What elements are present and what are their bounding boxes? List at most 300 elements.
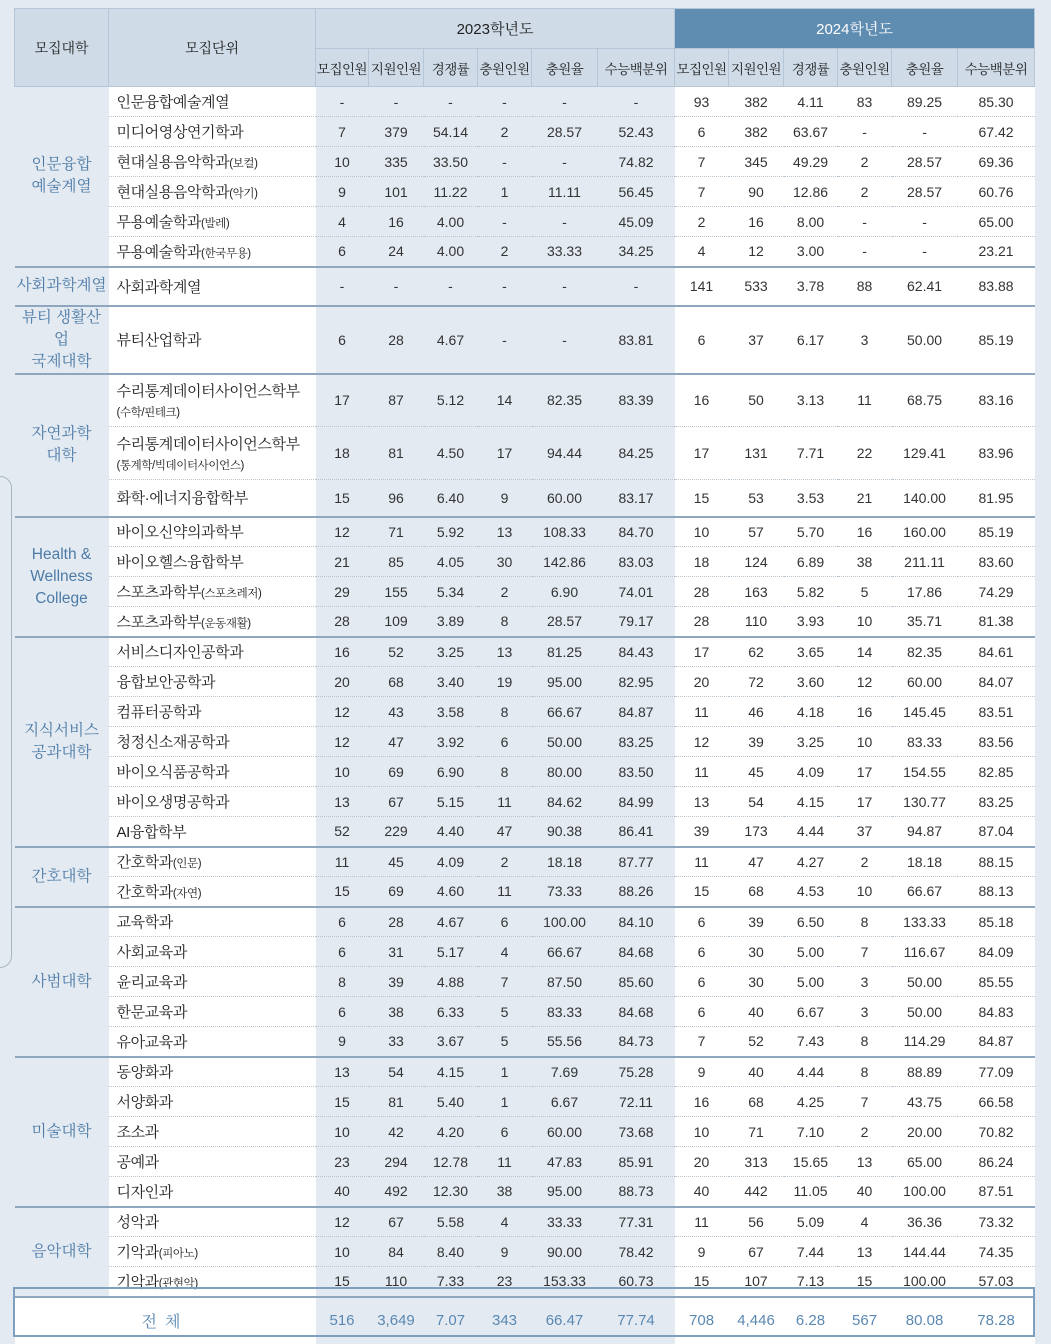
y2023-additional: 47 (478, 817, 532, 847)
y2023-fill-rate: 81.25 (532, 637, 598, 667)
department-name: 무용예술학과 (116, 214, 202, 231)
y2023-fill-rate: - (532, 207, 598, 237)
y2024-fill-rate: 35.71 (892, 607, 958, 637)
y2023-recruit: 21 (316, 547, 369, 577)
y2024-additional: 7 (838, 1087, 892, 1117)
total-y2023-value: 3,649 (369, 1297, 424, 1344)
department-name: 바이오식품공학과 (116, 764, 230, 781)
department-name: 간호학과 (116, 854, 173, 872)
y2024-applicants: 40 (729, 1057, 784, 1087)
y2024-competition: 6.17 (784, 306, 838, 374)
y2023-competition: 5.17 (424, 937, 478, 967)
y2023-recruit: 6 (316, 997, 369, 1027)
y2024-competition: 49.29 (784, 147, 838, 177)
y2023-competition: 4.40 (424, 817, 478, 847)
table-row (15, 1147, 1035, 1177)
header-col-2023-3: 충원인원 (478, 49, 532, 87)
table-row (15, 877, 1035, 907)
y2024-competition: 3.60 (784, 667, 838, 697)
table-row (15, 997, 1035, 1027)
y2023-csat-percentile: - (598, 87, 675, 117)
y2024-applicants: 313 (729, 1147, 784, 1177)
y2024-competition: 8.00 (784, 207, 838, 237)
y2024-additional: 10 (838, 607, 892, 637)
y2023-additional: 11 (478, 1147, 532, 1177)
y2024-competition: 3.78 (784, 267, 838, 306)
header-col-2024-3: 충원인원 (838, 49, 892, 87)
total-row (15, 1297, 1035, 1344)
y2024-competition: 3.25 (784, 727, 838, 757)
department-name: 간호학과 (116, 883, 173, 901)
y2024-additional: - (838, 117, 892, 147)
y2023-competition: 5.92 (424, 517, 478, 547)
table-row (15, 1267, 1035, 1297)
y2023-recruit: 40 (316, 1177, 369, 1207)
department-name: 스포츠과학부 (116, 613, 202, 631)
department-name: 공예과 (116, 1154, 159, 1171)
y2024-additional: 8 (838, 907, 892, 937)
department-name: 교육학과 (116, 914, 173, 932)
y2024-recruit: 6 (675, 306, 729, 374)
y2024-competition: 7.10 (784, 1117, 838, 1147)
department-track: (운동재활) (201, 617, 251, 630)
y2024-competition: 4.15 (784, 787, 838, 817)
table-row (15, 147, 1035, 177)
y2024-additional: 17 (838, 757, 892, 787)
y2024-csat-percentile: 87.04 (958, 817, 1035, 847)
y2024-fill-rate: 28.57 (892, 177, 958, 207)
y2023-fill-rate: 28.57 (532, 607, 598, 637)
y2023-fill-rate: 6.67 (532, 1087, 598, 1117)
y2024-csat-percentile: 85.19 (958, 306, 1035, 374)
y2023-csat-percentile: 77.31 (598, 1207, 675, 1237)
y2024-applicants: 173 (729, 817, 784, 847)
table-row (15, 1207, 1035, 1237)
y2024-applicants: 37 (729, 306, 784, 374)
y2024-csat-percentile: 74.35 (958, 1237, 1035, 1267)
y2023-recruit: 12 (316, 517, 369, 547)
department-track: (자연) (172, 887, 202, 900)
college-name: 뷰티 생활산업 국제대학 (15, 306, 109, 374)
department-cell (109, 517, 316, 547)
y2024-applicants: 68 (729, 1087, 784, 1117)
y2023-competition: - (424, 267, 478, 306)
y2024-recruit: 9 (675, 1237, 729, 1267)
y2023-competition: 3.40 (424, 667, 478, 697)
y2024-competition: 3.93 (784, 607, 838, 637)
department-cell (109, 727, 316, 757)
y2023-fill-rate: 108.33 (532, 517, 598, 547)
table-row (15, 267, 1035, 306)
y2024-additional: 7 (838, 937, 892, 967)
table-row (15, 1057, 1035, 1087)
table-row (15, 480, 1035, 517)
y2023-applicants: 155 (369, 577, 424, 607)
y2024-csat-percentile: 82.85 (958, 757, 1035, 787)
department-cell (109, 267, 316, 306)
y2024-additional: 3 (838, 997, 892, 1027)
y2024-fill-rate: 62.41 (892, 267, 958, 306)
department-cell (109, 147, 316, 177)
y2024-competition: 4.11 (784, 87, 838, 117)
y2023-csat-percentile: 88.26 (598, 877, 675, 907)
y2023-additional: - (478, 306, 532, 374)
y2024-csat-percentile: 70.82 (958, 1117, 1035, 1147)
department-name: 서양화과 (116, 1094, 173, 1111)
y2023-fill-rate: 153.33 (532, 1267, 598, 1297)
department-cell (109, 877, 316, 907)
y2024-csat-percentile: 83.60 (958, 547, 1035, 577)
y2024-fill-rate: 50.00 (892, 306, 958, 374)
department-cell (109, 306, 316, 374)
y2023-fill-rate: 87.50 (532, 967, 598, 997)
y2024-competition: 6.67 (784, 997, 838, 1027)
y2024-fill-rate: 114.29 (892, 1027, 958, 1057)
y2023-fill-rate: 50.00 (532, 727, 598, 757)
y2024-csat-percentile: 23.21 (958, 237, 1035, 267)
total-label: 전체 (15, 1297, 316, 1344)
y2023-csat-percentile: 78.42 (598, 1237, 675, 1267)
y2023-additional: 11 (478, 877, 532, 907)
header-col-2024-5: 수능백분위 (958, 49, 1035, 87)
y2024-csat-percentile: 85.30 (958, 87, 1035, 117)
department-cell (109, 1267, 316, 1297)
y2023-applicants: 71 (369, 517, 424, 547)
y2023-additional: 19 (478, 667, 532, 697)
y2023-fill-rate: - (532, 267, 598, 306)
y2023-recruit: 23 (316, 1147, 369, 1177)
department-track: (피아노) (158, 1248, 198, 1260)
y2024-additional: 37 (838, 817, 892, 847)
department-name: 기악과 (116, 1244, 159, 1261)
department-name: 융합보안공학과 (116, 674, 216, 691)
y2023-competition: 3.58 (424, 697, 478, 727)
y2024-fill-rate: 160.00 (892, 517, 958, 547)
y2024-recruit: 15 (675, 1267, 729, 1297)
y2024-fill-rate: 82.35 (892, 637, 958, 667)
y2023-applicants: 33 (369, 1027, 424, 1057)
header-col-2024-1: 지원인원 (729, 49, 784, 87)
total-y2024-value: 6.28 (784, 1297, 838, 1344)
y2024-recruit: 11 (675, 697, 729, 727)
y2023-applicants: 67 (369, 787, 424, 817)
y2023-additional: 8 (478, 607, 532, 637)
y2024-additional: 2 (838, 847, 892, 877)
y2023-csat-percentile: 56.45 (598, 177, 675, 207)
table-row (15, 697, 1035, 727)
department-cell (109, 1237, 316, 1267)
y2024-fill-rate: 18.18 (892, 847, 958, 877)
y2023-recruit: 20 (316, 667, 369, 697)
y2024-recruit: 6 (675, 907, 729, 937)
college-name: 간호대학 (15, 847, 109, 907)
y2024-recruit: 10 (675, 517, 729, 547)
y2024-csat-percentile: 67.42 (958, 117, 1035, 147)
y2023-competition: 5.15 (424, 787, 478, 817)
y2024-applicants: 345 (729, 147, 784, 177)
y2024-applicants: 30 (729, 967, 784, 997)
college-name: 음악대학 (15, 1207, 109, 1297)
y2024-recruit: 17 (675, 427, 729, 480)
department-cell (109, 237, 316, 267)
y2023-applicants: 101 (369, 177, 424, 207)
y2023-fill-rate: 47.83 (532, 1147, 598, 1177)
y2023-additional: - (478, 267, 532, 306)
header-col-2024-4: 충원율 (892, 49, 958, 87)
y2024-recruit: 11 (675, 1207, 729, 1237)
y2023-additional: 6 (478, 1117, 532, 1147)
y2024-competition: 5.00 (784, 967, 838, 997)
y2023-competition: 4.00 (424, 237, 478, 267)
y2024-additional: - (838, 237, 892, 267)
y2023-fill-rate: 11.11 (532, 177, 598, 207)
y2023-applicants: 24 (369, 237, 424, 267)
side-panel-edge (0, 476, 12, 968)
y2024-csat-percentile: 88.15 (958, 847, 1035, 877)
department-name: 바이오헬스융합학부 (116, 554, 244, 571)
y2024-competition: 4.18 (784, 697, 838, 727)
total-y2024-value: 708 (675, 1297, 729, 1344)
total-y2024-value: 4,446 (729, 1297, 784, 1344)
department-name: 수리통계데이터사이언스학부 (116, 383, 300, 401)
y2023-applicants: 84 (369, 1237, 424, 1267)
y2024-csat-percentile: 83.16 (958, 374, 1035, 427)
department-cell (109, 374, 316, 427)
y2024-csat-percentile: 84.09 (958, 937, 1035, 967)
department-cell (109, 177, 316, 207)
y2024-additional: 15 (838, 1267, 892, 1297)
table-row (15, 427, 1035, 480)
y2023-additional: 1 (478, 177, 532, 207)
y2023-fill-rate: - (532, 147, 598, 177)
department-name: 성악과 (116, 1214, 159, 1232)
y2023-csat-percentile: 84.87 (598, 697, 675, 727)
y2023-competition: 3.67 (424, 1027, 478, 1057)
y2023-csat-percentile: 83.25 (598, 727, 675, 757)
y2024-additional: 8 (838, 1057, 892, 1087)
y2023-csat-percentile: 84.10 (598, 907, 675, 937)
y2024-applicants: 53 (729, 480, 784, 517)
total-y2023-value: 516 (316, 1297, 369, 1344)
y2023-csat-percentile: 60.73 (598, 1267, 675, 1297)
y2023-additional: 4 (478, 937, 532, 967)
department-cell (109, 207, 316, 237)
y2024-additional: 38 (838, 547, 892, 577)
y2023-applicants: 109 (369, 607, 424, 637)
y2024-competition: 4.44 (784, 817, 838, 847)
y2023-fill-rate: 28.57 (532, 117, 598, 147)
y2024-recruit: 28 (675, 607, 729, 637)
table-row (15, 907, 1035, 937)
y2024-competition: 7.71 (784, 427, 838, 480)
y2024-competition: 4.27 (784, 847, 838, 877)
y2023-additional: 13 (478, 637, 532, 667)
y2024-competition: 3.13 (784, 374, 838, 427)
y2023-competition: 5.12 (424, 374, 478, 427)
y2023-competition: 4.88 (424, 967, 478, 997)
department-name: 유아교육과 (116, 1033, 187, 1051)
table-row (15, 727, 1035, 757)
y2023-recruit: 11 (316, 847, 369, 877)
y2023-applicants: 47 (369, 727, 424, 757)
total-y2023-value: 7.07 (424, 1297, 478, 1344)
y2023-recruit: 15 (316, 1087, 369, 1117)
department-name: 컴퓨터공학과 (116, 704, 202, 721)
y2024-additional: 16 (838, 517, 892, 547)
y2023-applicants: 45 (369, 847, 424, 877)
y2024-additional: 2 (838, 177, 892, 207)
y2024-fill-rate: 28.57 (892, 147, 958, 177)
table-row (15, 517, 1035, 547)
y2024-csat-percentile: 85.18 (958, 907, 1035, 937)
table-row (15, 937, 1035, 967)
y2023-additional: 2 (478, 847, 532, 877)
department-track: (악기) (229, 188, 258, 200)
y2024-csat-percentile: 85.55 (958, 967, 1035, 997)
y2023-recruit: 10 (316, 1237, 369, 1267)
y2024-competition: 4.25 (784, 1087, 838, 1117)
y2023-recruit: 29 (316, 577, 369, 607)
y2023-additional: 8 (478, 757, 532, 787)
y2023-competition: 8.40 (424, 1237, 478, 1267)
y2024-fill-rate: - (892, 207, 958, 237)
header-col-2023-2: 경쟁률 (424, 49, 478, 87)
department-cell (109, 697, 316, 727)
y2023-competition: 7.33 (424, 1267, 478, 1297)
y2023-recruit: 17 (316, 374, 369, 427)
y2023-competition: 5.40 (424, 1087, 478, 1117)
y2023-competition: 3.25 (424, 637, 478, 667)
college-name: 지식서비스 공과대학 (15, 637, 109, 847)
y2023-csat-percentile: 84.73 (598, 1027, 675, 1057)
y2023-fill-rate: - (532, 87, 598, 117)
y2023-csat-percentile: 52.43 (598, 117, 675, 147)
y2023-recruit: - (316, 267, 369, 306)
y2024-applicants: 131 (729, 427, 784, 480)
y2024-csat-percentile: 83.51 (958, 697, 1035, 727)
y2024-recruit: 4 (675, 237, 729, 267)
y2023-fill-rate: 95.00 (532, 667, 598, 697)
y2024-additional: 22 (838, 427, 892, 480)
y2024-csat-percentile: 83.96 (958, 427, 1035, 480)
department-cell (109, 637, 316, 667)
y2023-applicants: 81 (369, 427, 424, 480)
table-row (15, 787, 1035, 817)
y2023-competition: 33.50 (424, 147, 478, 177)
y2024-additional: 40 (838, 1177, 892, 1207)
y2023-recruit: 7 (316, 117, 369, 147)
y2023-applicants: 52 (369, 637, 424, 667)
y2023-competition: 4.09 (424, 847, 478, 877)
department-cell (109, 967, 316, 997)
college-name: Health & Wellness College (15, 517, 109, 637)
y2023-recruit: 15 (316, 1267, 369, 1297)
y2024-csat-percentile: 81.38 (958, 607, 1035, 637)
y2024-competition: 11.05 (784, 1177, 838, 1207)
college-name: 자연과학 대학 (15, 374, 109, 517)
y2024-competition: 3.53 (784, 480, 838, 517)
y2023-recruit: 6 (316, 907, 369, 937)
y2023-competition: 4.15 (424, 1057, 478, 1087)
y2023-csat-percentile: - (598, 267, 675, 306)
y2024-additional: 8 (838, 1027, 892, 1057)
y2023-additional: 2 (478, 577, 532, 607)
y2024-additional: - (838, 207, 892, 237)
y2024-recruit: 39 (675, 817, 729, 847)
y2024-csat-percentile: 83.25 (958, 787, 1035, 817)
y2024-applicants: 52 (729, 1027, 784, 1057)
y2024-applicants: 533 (729, 267, 784, 306)
y2023-applicants: 96 (369, 480, 424, 517)
y2023-applicants: 379 (369, 117, 424, 147)
y2023-recruit: - (316, 87, 369, 117)
table-row (15, 117, 1035, 147)
y2023-fill-rate: 60.00 (532, 480, 598, 517)
y2023-csat-percentile: 85.91 (598, 1147, 675, 1177)
y2023-additional: 4 (478, 1207, 532, 1237)
y2023-fill-rate: 82.35 (532, 374, 598, 427)
y2024-fill-rate: 140.00 (892, 480, 958, 517)
y2024-additional: 83 (838, 87, 892, 117)
y2023-competition: 6.33 (424, 997, 478, 1027)
y2024-recruit: 40 (675, 1177, 729, 1207)
department-name: 스포츠과학부 (116, 584, 202, 601)
table-row (15, 577, 1035, 607)
y2023-additional: 2 (478, 237, 532, 267)
header-col-2023-1: 지원인원 (369, 49, 424, 87)
department-cell (109, 577, 316, 607)
y2024-fill-rate: 130.77 (892, 787, 958, 817)
y2024-competition: 6.89 (784, 547, 838, 577)
y2023-fill-rate: 84.62 (532, 787, 598, 817)
y2024-fill-rate: 20.00 (892, 1117, 958, 1147)
table-row (15, 817, 1035, 847)
y2023-additional: 5 (478, 1027, 532, 1057)
department-name: 서비스디자인공학과 (116, 644, 244, 662)
y2023-csat-percentile: 84.68 (598, 997, 675, 1027)
y2023-recruit: 12 (316, 727, 369, 757)
department-cell (109, 87, 316, 117)
y2023-competition: 6.40 (424, 480, 478, 517)
y2023-csat-percentile: 72.11 (598, 1087, 675, 1117)
y2023-additional: 9 (478, 1237, 532, 1267)
college-name: 사범대학 (15, 907, 109, 1057)
y2023-competition: 54.14 (424, 117, 478, 147)
table-row (15, 1087, 1035, 1117)
y2023-applicants: 69 (369, 877, 424, 907)
y2023-applicants: 54 (369, 1057, 424, 1087)
y2024-fill-rate: 144.44 (892, 1237, 958, 1267)
y2024-competition: 5.82 (784, 577, 838, 607)
department-cell (109, 1027, 316, 1057)
department-name: 윤리교육과 (116, 974, 187, 991)
y2023-recruit: 6 (316, 937, 369, 967)
y2024-recruit: 12 (675, 727, 729, 757)
college-name: 사회과학계열 (15, 267, 109, 306)
y2023-additional: 1 (478, 1087, 532, 1117)
department-cell (109, 607, 316, 637)
department-cell (109, 117, 316, 147)
y2024-competition: 5.70 (784, 517, 838, 547)
y2024-additional: 2 (838, 147, 892, 177)
y2024-fill-rate: 68.75 (892, 374, 958, 427)
table-row (15, 374, 1035, 427)
y2024-applicants: 72 (729, 667, 784, 697)
department-track: (한국무용) (201, 247, 251, 260)
y2024-recruit: 2 (675, 207, 729, 237)
department-cell (109, 817, 316, 847)
header-col-2023-0: 모집인원 (316, 49, 369, 87)
